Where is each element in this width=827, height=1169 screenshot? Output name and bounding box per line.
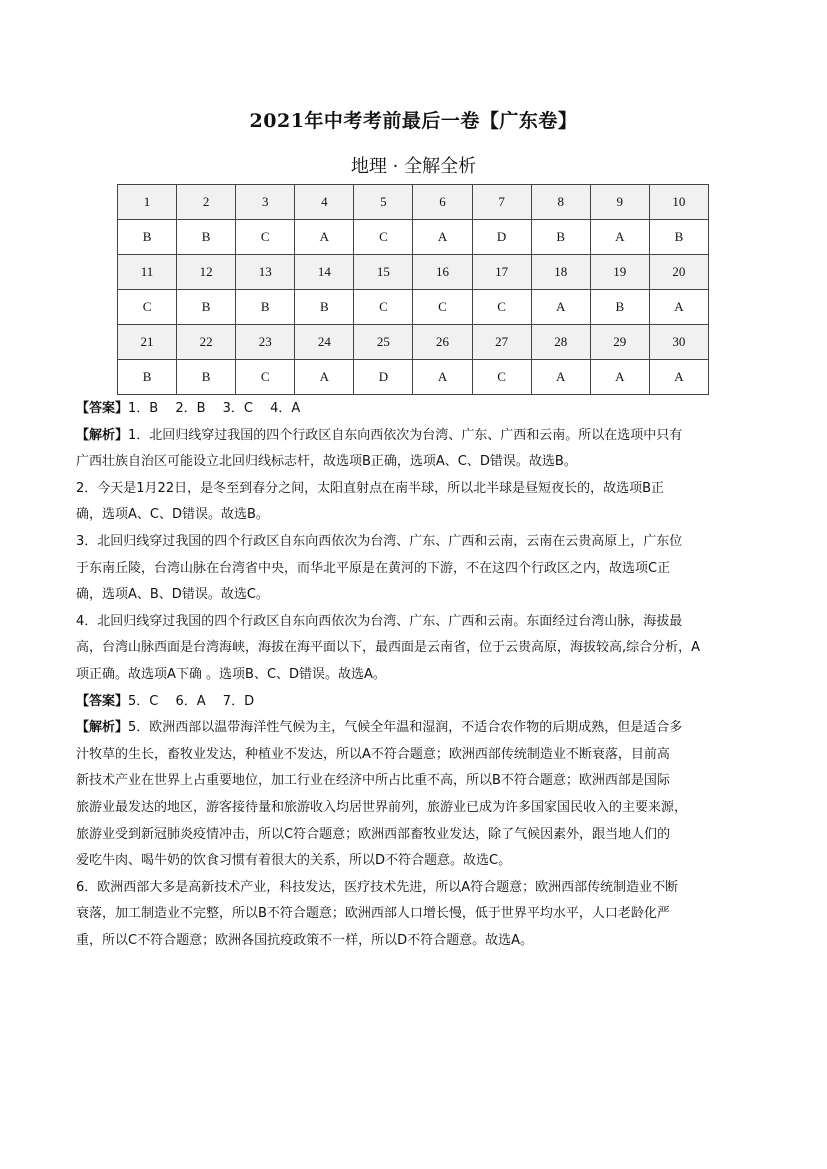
question-number-row: [118, 325, 709, 360]
line-text: 广西壮族自治区可能设立北回归线标志杆，故选项B正确，选项A、C、D错误。故选B。: [76, 454, 577, 470]
line-text: 爱吃牛肉、喝牛奶的饮食习惯有着很大的关系，所以D不符合题意。故选C。: [76, 853, 512, 869]
question-number-cell: 7: [472, 185, 531, 220]
question-number-cell: 12: [177, 255, 236, 290]
answer-cell: A: [531, 360, 590, 395]
line-text: 旅游业最发达的地区，游客接待量和旅游收入均居世界前列，旅游业已成为许多国家国民收入的主要来源，: [76, 799, 688, 815]
answer-cell: B: [649, 220, 708, 255]
answer-cell: B: [531, 220, 590, 255]
text-line: [76, 689, 776, 716]
text-line: [76, 928, 776, 955]
answer-cell: C: [236, 220, 295, 255]
line-text: 4．北回归线穿过我国的四个行政区自东向西依次为台湾、广东、广西和云南。东面经过台湾山脉，海拔最: [76, 613, 683, 629]
question-number-cell: 20: [649, 255, 708, 290]
text-line: [76, 476, 776, 503]
answer-row: [118, 220, 709, 255]
line-text: 新技术产业在世界上占重要地位，加工行业在经济中所占比重不高，所以B不符合题意；欧洲西部是国际: [76, 773, 670, 789]
question-number-cell: 4: [295, 185, 354, 220]
answer-cell: A: [413, 220, 472, 255]
text-line: [76, 715, 776, 742]
line-text: 5．C 6．A 7．D: [128, 693, 255, 709]
line-text: 确，选项A、C、D错误。故选B。: [76, 507, 269, 523]
line-text: 于东南丘陵，台湾山脉在台湾省中央，而华北平原是在黄河的下游，不在这四个行政区之内，故选项C正: [76, 560, 671, 576]
question-number-row: [118, 185, 709, 220]
question-number-cell: 18: [531, 255, 590, 290]
answer-cell: A: [649, 290, 708, 325]
page-title: 2021年中考考前最后一卷【广东卷】: [249, 110, 578, 132]
question-number-cell: 1: [118, 185, 177, 220]
text-line: [76, 423, 776, 450]
section-label: 【解析】: [76, 427, 129, 443]
answer-cell: B: [236, 290, 295, 325]
line-text: 衰落，加工制造业不完整，所以B不符合题意；欧洲西部人口增长慢，低于世界平均水平，人口老龄化严: [76, 906, 670, 922]
question-number-cell: 19: [590, 255, 649, 290]
answer-cell: C: [413, 290, 472, 325]
line-text: 旅游业受到新冠肺炎疫情冲击，所以C符合题意；欧洲西部畜牧业发达，除了气候因素外，跟当地人们的: [76, 826, 671, 842]
line-text: 6．欧洲西部大多是高新技术产业，科技发达，医疗技术先进，所以A符合题意；欧洲西部传统制造业不断: [76, 879, 679, 895]
question-number-cell: 27: [472, 325, 531, 360]
question-number-cell: 3: [236, 185, 295, 220]
answer-cell: B: [177, 360, 236, 395]
text-line: [76, 875, 776, 902]
line-text: 2．今天是1月22日，是冬至到春分之间，太阳直射点在南半球，所以北半球是昼短夜长的，故选项B正: [76, 480, 665, 496]
question-number-cell: 8: [531, 185, 590, 220]
answer-cell: C: [472, 360, 531, 395]
answer-cell: B: [118, 220, 177, 255]
line-text: 重，所以C不符合题意；欧洲各国抗疫政策不一样，所以D不符合题意。故选A。: [76, 932, 533, 948]
answer-cell: B: [177, 290, 236, 325]
answer-row: [118, 290, 709, 325]
line-text: 汁牧草的生长，畜牧业发达，种植业不发达，所以A不符合题意；欧洲西部传统制造业不断衰落，目前高: [76, 746, 670, 762]
question-number-cell: 10: [649, 185, 708, 220]
question-number-cell: 13: [236, 255, 295, 290]
text-line: [76, 396, 776, 423]
question-number-cell: 15: [354, 255, 413, 290]
text-line: [76, 449, 776, 476]
question-number-cell: 16: [413, 255, 472, 290]
answer-cell: B: [118, 360, 177, 395]
answer-cell: C: [118, 290, 177, 325]
line-text: 5．欧洲西部以温带海洋性气候为主，气候全年温和湿润，不适合农作物的后期成熟，但是适合多: [128, 720, 683, 736]
explanation-body: [76, 396, 776, 954]
question-number-cell: 17: [472, 255, 531, 290]
answer-cell: D: [354, 360, 413, 395]
line-text: 3．北回归线穿过我国的四个行政区自东向西依次为台湾、广东、广西和云南，云南在云贵高原上，广东位: [76, 533, 683, 549]
answer-cell: C: [354, 220, 413, 255]
question-number-cell: 21: [118, 325, 177, 360]
answer-cell: B: [295, 290, 354, 325]
answer-cell: B: [590, 290, 649, 325]
answer-cell: A: [590, 360, 649, 395]
question-number-cell: 5: [354, 185, 413, 220]
question-number-cell: 24: [295, 325, 354, 360]
answer-table: [117, 184, 709, 395]
answer-cell: B: [177, 220, 236, 255]
question-number-cell: 14: [295, 255, 354, 290]
question-number-cell: 23: [236, 325, 295, 360]
text-line: [76, 901, 776, 928]
line-text: 1．北回归线穿过我国的四个行政区自东向西依次为台湾、广东、广西和云南。所以在选项中只有: [128, 427, 683, 443]
text-line: [76, 822, 776, 849]
question-number-cell: 30: [649, 325, 708, 360]
text-line: [76, 848, 776, 875]
question-number-cell: 11: [118, 255, 177, 290]
line-text: 高，台湾山脉西面是台湾海峡，海拔在海平面以下，最西面是云南省，位于云贵高原，海拔较高,综合分析，A: [76, 640, 701, 656]
text-line: [76, 556, 776, 583]
answer-cell: A: [295, 360, 354, 395]
line-text: 项正确。故选项A下确 。选项B、C、D错误。故选A。: [76, 666, 386, 682]
question-number-cell: 25: [354, 325, 413, 360]
question-number-cell: 6: [413, 185, 472, 220]
text-line: [76, 662, 776, 689]
answer-cell: C: [236, 360, 295, 395]
text-line: [76, 795, 776, 822]
page-subtitle: 地理 · 全解全析: [350, 156, 477, 177]
answer-cell: A: [531, 290, 590, 325]
line-text: 确，选项A、B、D错误。故选C。: [76, 587, 269, 603]
text-line: [76, 609, 776, 636]
answer-cell: A: [413, 360, 472, 395]
section-label: 【答案】: [76, 693, 129, 709]
question-number-row: [118, 255, 709, 290]
text-line: [76, 529, 776, 556]
text-line: [76, 768, 776, 795]
answer-cell: A: [649, 360, 708, 395]
question-number-cell: 28: [531, 325, 590, 360]
text-line: [76, 502, 776, 529]
answer-cell: D: [472, 220, 531, 255]
question-number-cell: 22: [177, 325, 236, 360]
section-label: 【答案】: [76, 401, 129, 416]
text-line: [76, 582, 776, 609]
question-number-cell: 2: [177, 185, 236, 220]
question-number-cell: 29: [590, 325, 649, 360]
answer-cell: C: [472, 290, 531, 325]
text-line: [76, 742, 776, 769]
line-text: 1．B 2．B 3．C 4．A: [128, 401, 301, 416]
answer-cell: A: [590, 220, 649, 255]
question-number-cell: 26: [413, 325, 472, 360]
text-line: [76, 635, 776, 662]
section-label: 【解析】: [76, 720, 129, 736]
question-number-cell: 9: [590, 185, 649, 220]
answer-cell: C: [354, 290, 413, 325]
answer-row: [118, 360, 709, 395]
answer-cell: A: [295, 220, 354, 255]
